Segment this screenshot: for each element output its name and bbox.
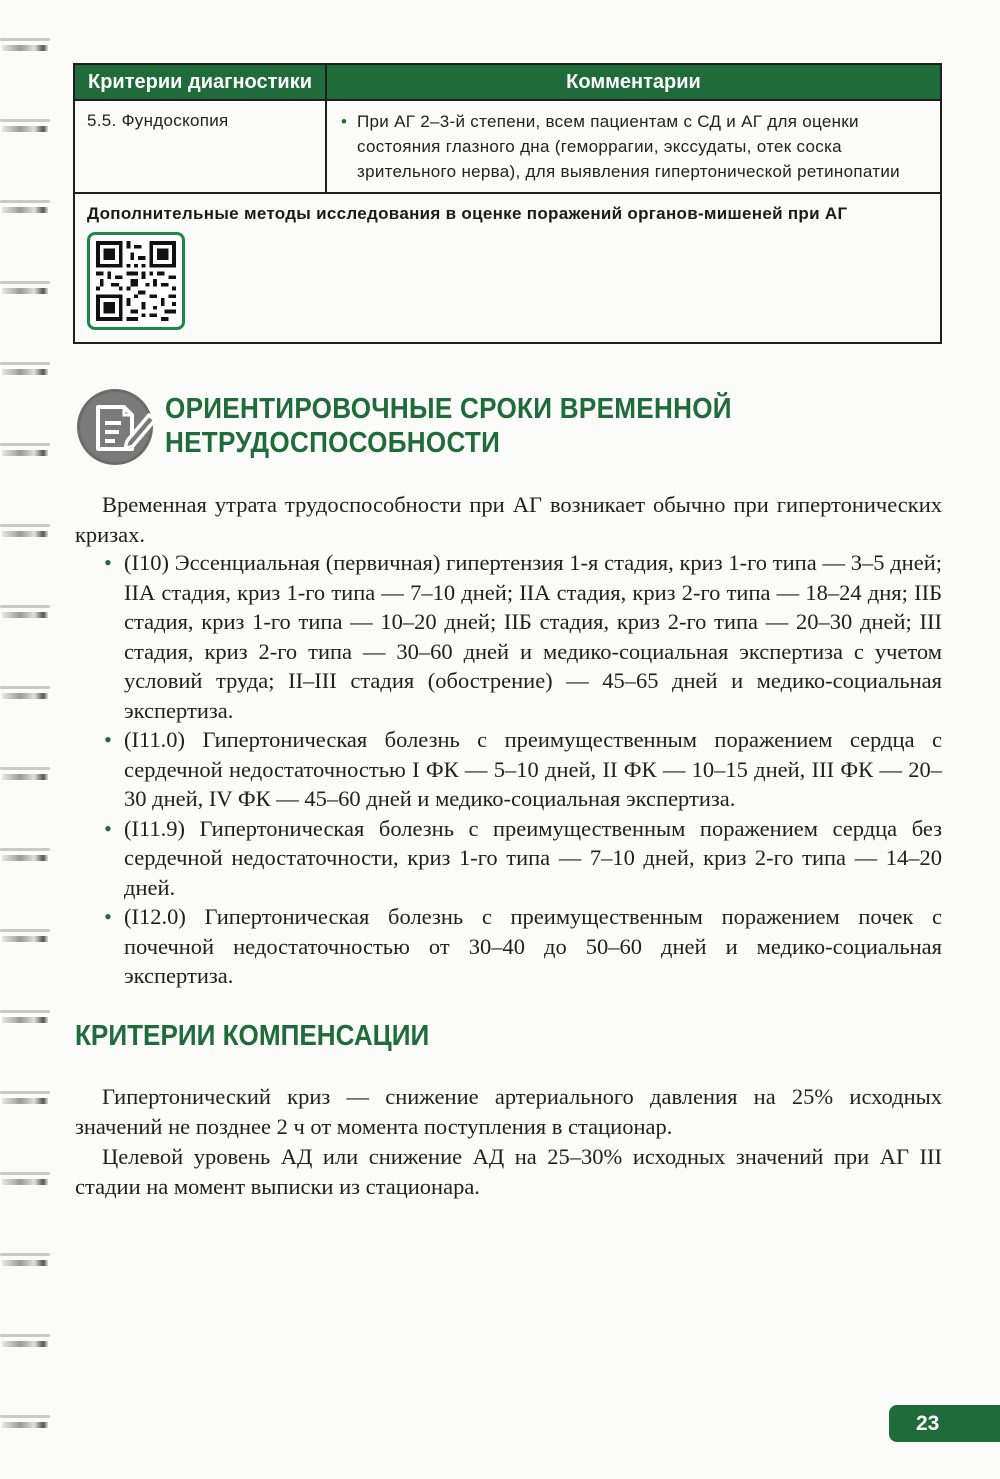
binding-ring	[0, 605, 52, 619]
comment-text: При АГ 2–3-й степени, всем пациентам с СД и АГ для оценки состояния глазного дна (геморрагии, экссудаты, отек соска зрительного нерва), для выявления гипертонической ретинопатии	[357, 112, 900, 181]
sick-leave-list	[104, 548, 942, 991]
binding-ring	[0, 524, 52, 538]
binding-ring	[0, 848, 52, 862]
section-title-line2: НЕТРУДОСПОСОБНОСТИ	[165, 427, 501, 459]
table-row	[74, 100, 941, 193]
list-item	[104, 814, 942, 903]
extra-methods-title: Дополнительные методы исследования в оценке поражений органов-мишеней при АГ	[87, 204, 848, 223]
list-item-text: (I11.0) Гипертоническая болезнь с преимущественным поражением сердца с сердечной недостаточностью I ФК — 5–10 дней, II ФК — 10–15 дней, III ФК — 20–30 дней, IV ФК — 45–60 дней и медико-социальная экспертиза.	[124, 727, 942, 811]
list-item	[104, 902, 942, 991]
criterion-cell: 5.5. Фундоскопия	[74, 100, 326, 193]
list-item	[104, 548, 942, 725]
qr-code-icon[interactable]	[87, 232, 185, 330]
compensation-paragraph-2: Целевой уровень АД или снижение АД на 25–30% исходных значений при АГ III стадии на момент выписки из стационара.	[75, 1144, 942, 1199]
bullet-icon: •	[104, 550, 112, 575]
bullet-icon: •	[104, 904, 112, 929]
list-item	[104, 725, 942, 814]
notepad-pencil-icon	[75, 385, 159, 469]
binding-ring	[0, 1010, 52, 1024]
binding-ring	[0, 767, 52, 781]
binding-ring	[0, 929, 52, 943]
binding-ring	[0, 1091, 52, 1105]
section-title-compensation: КРИТЕРИИ КОМПЕНСАЦИИ	[75, 1020, 430, 1052]
binding-ring	[0, 443, 52, 457]
page-number: 23	[889, 1405, 1000, 1442]
binding-ring	[0, 38, 52, 52]
header-comments: Комментарии	[326, 64, 941, 100]
binding-ring	[0, 1253, 52, 1267]
compensation-paragraph-1: Гипертонический криз — снижение артериального давления на 25% исходных значений не позднее 2 ч от момента поступления в стационар.	[75, 1084, 942, 1139]
binding-ring	[0, 1334, 52, 1348]
comment-cell	[326, 100, 941, 193]
list-item-text: (I11.9) Гипертоническая болезнь с преимущественным поражением сердца без сердечной недостаточности, криз 1-го типа — 7–10 дней, криз 2-го типа — 14–20 дней.	[124, 815, 942, 900]
section-title-line1: ОРИЕНТИРОВОЧНЫЕ СРОКИ ВРЕМЕННОЙ	[165, 393, 732, 425]
list-item-text: (I10) Эссенциальная (первичная) гипертензия 1-я стадия, криз 1-го типа — 3–5 дней; IIА стадия, криз 1-го типа — 7–10 дней; IIА стадия, криз 2-го типа — 18–24 дня; IIБ стадия, криз 1-го типа — 10–20 дней; IIБ стадия, криз 2-го типа — 20–30 дней; III стадия, криз 2-го типа — 30–60 дней и медико-социальная экспертиза с учетом условий труда; II–III стадия (обострение) — 45–65 дней и медико-социальная экспертиза.	[124, 550, 942, 723]
binding-ring	[0, 362, 52, 376]
binding-ring	[0, 1415, 52, 1429]
extra-methods-cell	[74, 193, 941, 343]
intro-paragraph: Временная утрата трудоспособности при АГ возникает обычно при гипертонических кризах.	[75, 492, 942, 547]
binding-ring	[0, 281, 52, 295]
section-title-sick-leave	[165, 392, 732, 460]
bullet-icon: •	[341, 112, 348, 131]
bullet-icon: •	[104, 815, 112, 841]
table-header-row	[74, 64, 941, 100]
table-extra-row	[74, 193, 941, 343]
criteria-table	[73, 63, 942, 344]
binding-ring	[0, 1172, 52, 1186]
binding-ring	[0, 200, 52, 214]
binding-ring	[0, 686, 52, 700]
list-item-text: (I12.0) Гипертоническая болезнь с преимущественным поражением почек с почечной недостаточностью от 30–40 до 50–60 дней и медико-социальная экспертиза.	[124, 904, 942, 988]
binding-ring	[0, 119, 52, 133]
bullet-icon: •	[104, 727, 112, 752]
spiral-binding	[0, 0, 60, 1479]
header-criteria: Критерии диагностики	[74, 64, 326, 100]
